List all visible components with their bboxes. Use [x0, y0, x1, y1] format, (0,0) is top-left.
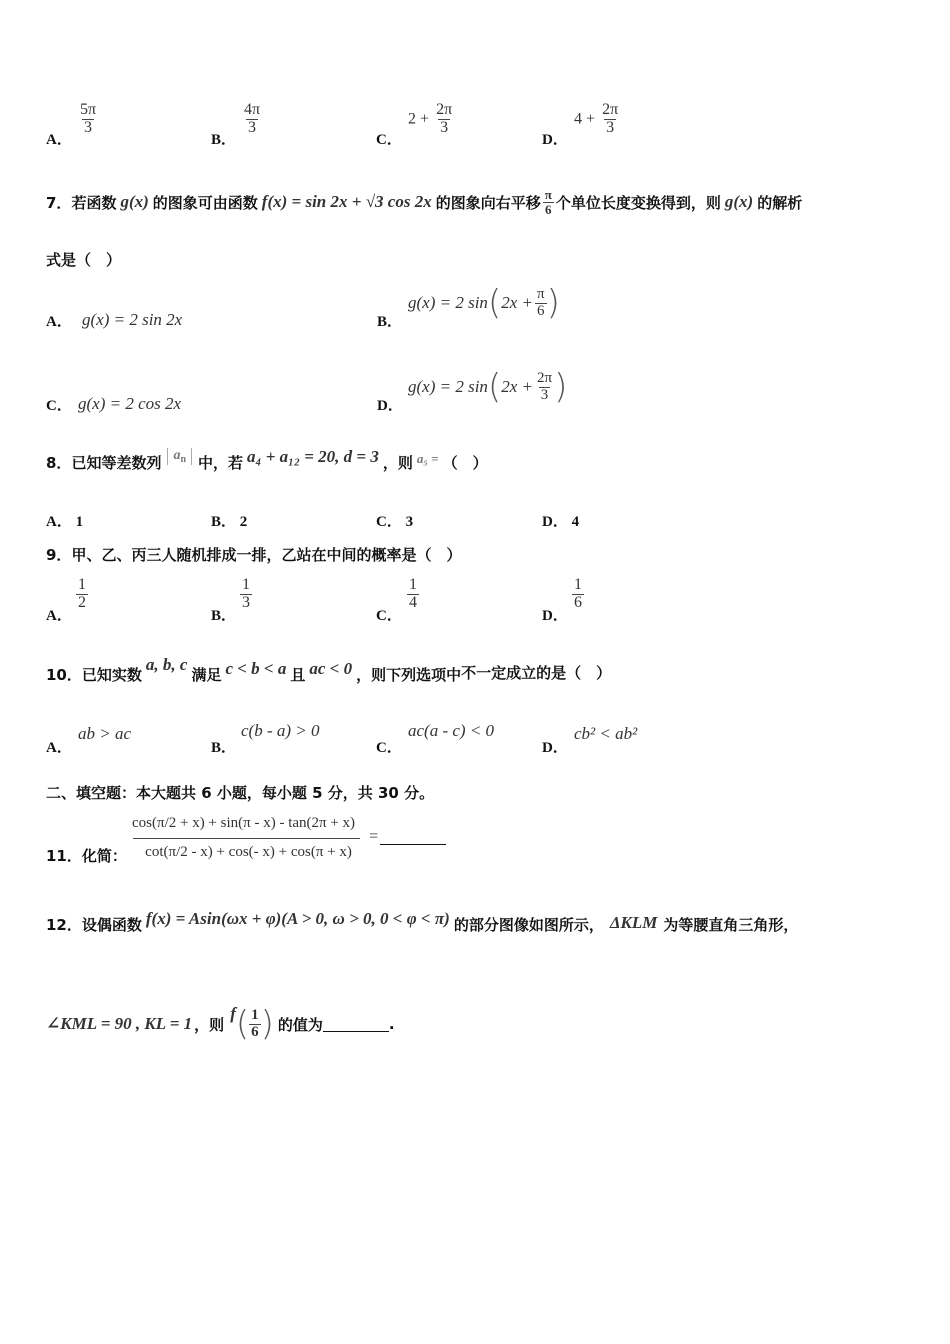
math-g-2: g(x): [724, 192, 754, 212]
q11-numerator: cos(π/2 + x) + sin(π - x) - tan(2π + x): [132, 815, 356, 831]
q10-option-d-label: D．: [542, 740, 568, 756]
q6-option-a-label: A．: [46, 132, 72, 148]
q9-option-b-label: B．: [211, 608, 237, 624]
q9-option-b-value: $\frac{1}{3}$: [242, 576, 250, 611]
q10-option-d-value: cb² < ab²: [574, 724, 638, 743]
math-value-fraction: $\frac{1}{6}$: [251, 1006, 259, 1040]
q11-expression: $\frac{\cos(\pi/2 + x) + \sin(\pi - x) - \tan(2\pi + x)}{\cot(\pi/2 - x) + \cos(- x) + \cos(\pi + x)}$ =: [130, 812, 446, 863]
question-number: 8．: [46, 454, 72, 472]
q6-option-c-value: 2 + $\frac{2\pi}{3}$: [408, 101, 453, 136]
q10-option-b-value: c(b - a) > 0: [241, 721, 320, 740]
math-vars: a, b, c: [145, 655, 188, 674]
q6-option-d-value: 4 + $\frac{2\pi}{3}$: [574, 101, 619, 136]
math-angle-condition: ∠KML = 90 , KL = 1: [46, 1014, 193, 1033]
q9-option-d-value: $\frac{1}{6}$: [574, 576, 582, 611]
q6-option-b-value: $\frac{4\pi}{3}$: [244, 101, 261, 136]
q11-answer-blank[interactable]: [380, 830, 446, 845]
q7-option-d-value: g(x) = 2 sin ( 2x + $\frac{2\pi}{3}$ ): [408, 367, 568, 407]
math-condition: a₄ + a₁₂ = 20, d = 3: [247, 446, 379, 466]
question-number: 7．: [46, 193, 72, 212]
math-target: a₅ =: [416, 450, 439, 466]
question-number: 10．: [46, 666, 82, 684]
q7-option-a-value: g(x) = 2 sin 2x: [82, 310, 183, 329]
q9-option-c-label: C．: [376, 608, 402, 624]
q7-option-c-value: g(x) = 2 cos 2x: [78, 394, 182, 413]
q7-option-b-value: g(x) = 2 sin ( 2x + $\frac{\pi}{6}$ ): [408, 283, 560, 323]
q7-option-c-label: C．: [46, 398, 72, 414]
question-number: 12．: [46, 916, 82, 934]
question-7-stem-line2: 式是（ ）: [46, 251, 122, 269]
q11-denominator: cot(π/2 - x) + cos(- x) + cos(π + x): [133, 838, 360, 863]
math-condition-1: c < b < a: [225, 659, 287, 678]
math-condition-2: ac < 0: [309, 659, 353, 678]
question-11-stem: 11．化简：: [46, 847, 127, 865]
question-7-stem: 7． 若函数 g(x) 的图象可由函数 f(x) = sin 2x + √3 cos 2x 的图象向右平移 $\frac{\pi}{6}$ 个单位长度变换得到，则 g(x) 的解析: [46, 187, 803, 217]
q9-option-c-value: $\frac{1}{4}$: [409, 576, 417, 611]
question-number: 11．: [46, 847, 82, 865]
math-shift-fraction: $\frac{\pi}{6}$: [544, 187, 552, 217]
q7-option-d-label: D．: [377, 398, 403, 414]
question-12-stem: 12． 设偶函数 f(x) = Asin(ωx + φ)(A > 0, ω > 0, 0 < φ < π) 的部分图像如图所示， ΔKLM 为等腰直角三角形，: [46, 908, 799, 934]
q6-option-b-label: B．: [211, 132, 237, 148]
question-8-stem: 8． 已知等差数列 $a_n$ 中，若 a₄ + a₁₂ = 20, d = 3 ，则 a₅ = （ ）: [46, 446, 488, 472]
q9-option-a-label: A．: [46, 608, 72, 624]
q6-option-d-label: D．: [542, 132, 568, 148]
math-g: g(x): [120, 192, 149, 212]
math-f-definition: f(x) = Asin(ωx + φ)(A > 0, ω > 0, 0 < φ < π): [145, 908, 450, 928]
math-f-symbol: f: [230, 1004, 236, 1023]
q8-option-b: B． 2: [211, 514, 248, 530]
q9-option-d-label: D．: [542, 608, 568, 624]
q8-option-d: D． 4: [542, 514, 580, 530]
question-12-stem-line2: ∠KML = 90 , KL = 1 ，则 f ( $\frac{1}{6}$ ) 的值为 .: [46, 1004, 395, 1044]
q10-option-a-label: A．: [46, 740, 72, 756]
math-f-definition: f(x) = sin 2x + √3 cos 2x: [261, 192, 432, 212]
q10-option-c-value: ac(a - c) < 0: [408, 721, 495, 740]
math-triangle: ΔKLM: [609, 912, 658, 932]
emphasis-not-necessarily: 不一定成立的是（ ）: [461, 664, 612, 682]
q8-option-c: C． 3: [376, 514, 414, 530]
q10-option-a-value: ab > ac: [78, 724, 132, 743]
question-10-stem: 10． 已知实数 a, b, c 满足 c < b < a 且 ac < 0 ，则下列选项中 不一定成立的是（ ）: [46, 655, 612, 684]
q7-option-b-label: B．: [377, 314, 403, 330]
math-sequence: $a_n$: [167, 448, 192, 465]
section-2-title: 二、填空题：本大题共 6 小题，每小题 5 分，共 30 分。: [46, 784, 435, 802]
question-9-stem: 9．甲、乙、丙三人随机排成一排，乙站在中间的概率是（ ）: [46, 546, 462, 564]
q9-option-a-value: $\frac{1}{2}$: [78, 576, 86, 611]
q7-option-a-label: A．: [46, 314, 72, 330]
question-number: 9．: [46, 546, 72, 564]
q6-option-c-label: C．: [376, 132, 402, 148]
q10-option-b-label: B．: [211, 740, 237, 756]
q12-answer-blank[interactable]: [323, 1017, 389, 1032]
q8-option-a: A． 1: [46, 514, 84, 530]
q6-option-a-value: $\frac{5\pi}{3}$: [80, 101, 97, 136]
q10-option-c-label: C．: [376, 740, 402, 756]
